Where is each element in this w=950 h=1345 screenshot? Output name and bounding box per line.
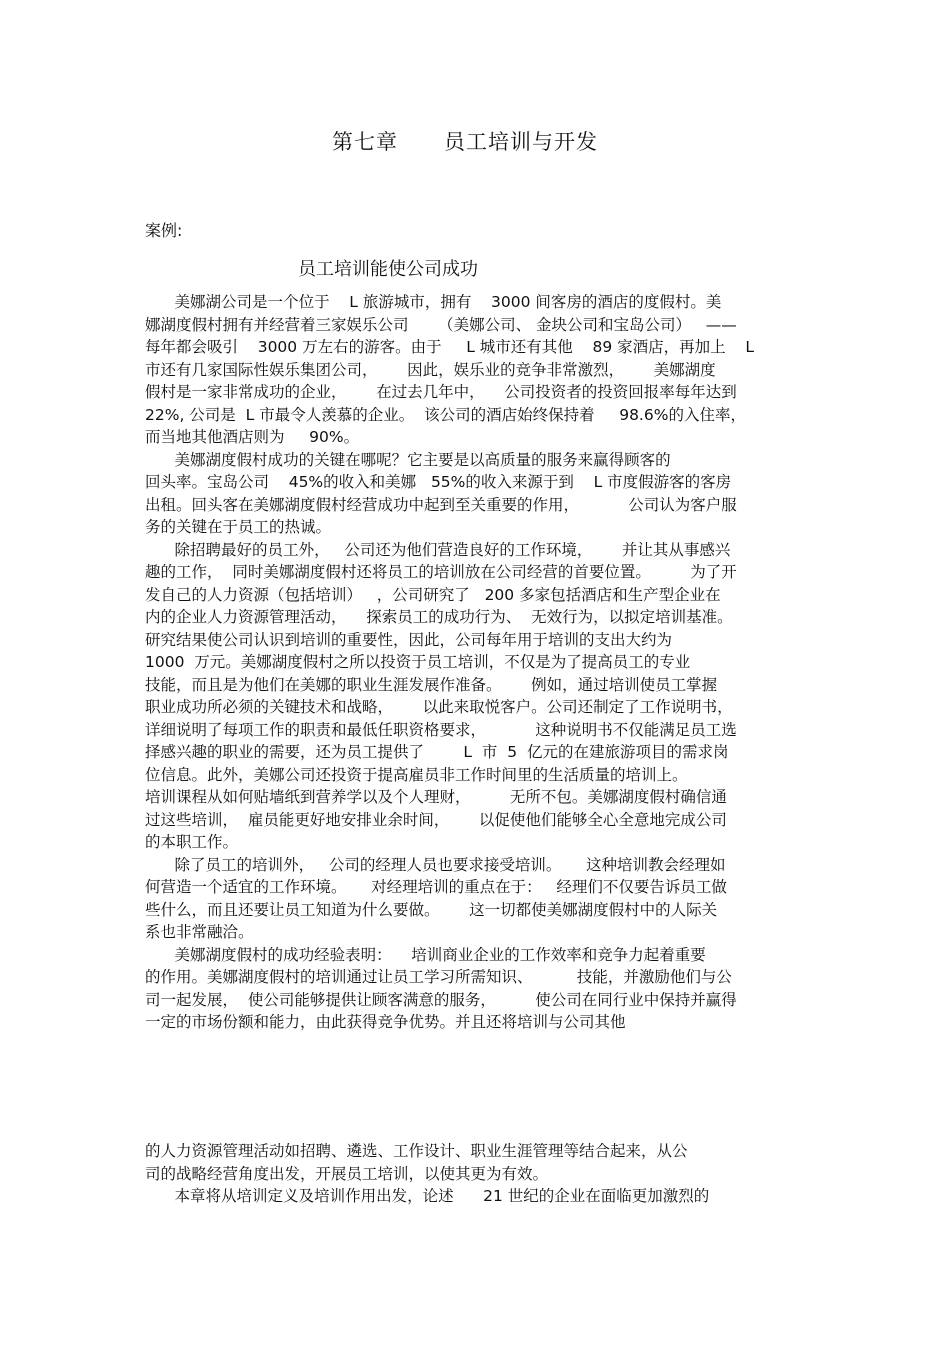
case-label: 案例:	[145, 221, 183, 240]
text-line: 职业成功所必须的关键技术和战略， 以此来取悦客户。公司还制定了工作说明书，	[145, 698, 733, 716]
text-line: 美娜湖度假村成功的关键在哪呢？它主要是以高质量的服务来赢得顾客的	[145, 450, 671, 469]
text-line: 系也非常融洽。	[145, 923, 254, 941]
text-line: 研究结果使公司认识到培训的重要性，因此，公司每年用于培训的支出大约为	[145, 630, 673, 649]
text-line: 出租。回头客在美娜湖度假村经营成功中起到至关重要的作用， 公司认为客户服	[145, 495, 737, 514]
text-line: 而当地其他酒店则为 90%。	[145, 428, 360, 446]
text-line: 发自己的人力资源（包括培训） ，公司研究了 200 多家包括酒店和生产型企业在	[145, 585, 721, 604]
text-line: 22%, 公司是 L 市最令人羡慕的企业。 该公司的酒店始终保持着 98.6%的入住率，	[145, 405, 746, 424]
chapter-intro-text	[145, 1140, 815, 1208]
text-line: 务的关键在于员工的热诚。	[145, 518, 332, 536]
text-line: 每年都会吸引 3000 万左右的游客。由于 L 城市还有其他 89 家酒店，再加上 L	[145, 338, 754, 356]
text-line: 美娜湖度假村的成功经验表明： 培训商业企业的工作效率和竞争力起着重要	[145, 945, 706, 964]
case-title: 员工培训能使公司成功	[298, 259, 478, 280]
text-line: 市还有几家国际性娱乐集团公司， 因此，娱乐业的竞争非常激烈， 美娜湖度	[145, 360, 716, 379]
case-body-text	[145, 291, 815, 1034]
text-line: 何营造一个适宜的工作环境。 对经理培训的重点在于： 经理们不仅要告诉员工做	[145, 878, 727, 896]
text-line: 趣的工作， 同时美娜湖度假村还将员工的培训放在公司经营的首要位置。 为了开	[145, 563, 737, 581]
text-line: 过这些培训， 雇员能更好地安排业余时间， 以促使他们能够全心全意地完成公司	[145, 810, 727, 829]
text-line: 娜湖度假村拥有并经营着三家娱乐公司 （美娜公司、 金块公司和宝岛公司） ——	[145, 315, 737, 334]
text-line: 除了员工的培训外， 公司的经理人员也要求接受培训。 这种培训教会经理如	[145, 855, 726, 874]
text-line: 美娜湖公司是一个位于 L 旅游城市，拥有 3000 间客房的酒店的度假村。美	[145, 293, 722, 311]
text-line: 除招聘最好的员工外， 公司还为他们营造良好的工作环境， 并让其从事感兴	[145, 540, 731, 559]
text-line: 择感兴趣的职业的需要，还为员工提供了 L 市 5 亿元的在建旅游项目的需求岗	[145, 743, 729, 761]
text-line: 一定的市场份额和能力，由此获得竞争优势。并且还将培训与公司其他	[145, 1013, 626, 1031]
text-line: 回头率。宝岛公司 45%的收入和美娜 55%的收入来源于到 L 市度假游客的客房	[145, 473, 732, 491]
text-line: 1000 万元。美娜湖度假村之所以投资于员工培训，不仅是为了提高员工的专业	[145, 653, 691, 671]
text-line: 些什么，而且还要让员工知道为什么要做。 这一切都使美娜湖度假村中的人际关	[145, 900, 718, 919]
chapter-title: 第七章 员工培训与开发	[331, 130, 599, 154]
text-line: 本章将从培训定义及培训作用出发，论述 21 世纪的企业在面临更加激烈的	[145, 1187, 710, 1205]
text-line: 的作用。美娜湖度假村的培训通过让员工学习所需知识、 技能，并激励他们与公	[145, 968, 732, 986]
text-line: 假村是一家非常成功的企业， 在过去几年中， 公司投资者的投资回报率每年达到	[145, 383, 737, 401]
text-line: 培训课程从如何贴墙纸到营养学以及个人理财， 无所不包。美娜湖度假村确信通	[145, 788, 727, 806]
text-line: 司的战略经营角度出发，开展员工培训，以使其更为有效。	[145, 1164, 549, 1183]
text-line: 的本职工作。	[145, 833, 239, 851]
text-line: 位信息。此外，美娜公司还投资于提高雇员非工作时间里的生活质量的培训上。	[145, 765, 688, 784]
text-line: 详细说明了每项工作的职责和最低任职资格要求， 这种说明书不仅能满足员工选	[145, 720, 737, 739]
text-line: 内的企业人力资源管理活动， 探索员工的成功行为、 无效行为，以拟定培训基准。	[145, 608, 733, 626]
text-line: 技能，而且是为他们在美娜的职业生涯发展作准备。 例如，通过培训使员工掌握	[145, 675, 718, 694]
text-line: 的人力资源管理活动如招聘、遴选、工作设计、职业生涯管理等结合起来，从公	[145, 1142, 688, 1160]
text-line: 司一起发展， 使公司能够提供让顾客满意的服务， 使公司在同行业中保持并赢得	[145, 990, 737, 1009]
